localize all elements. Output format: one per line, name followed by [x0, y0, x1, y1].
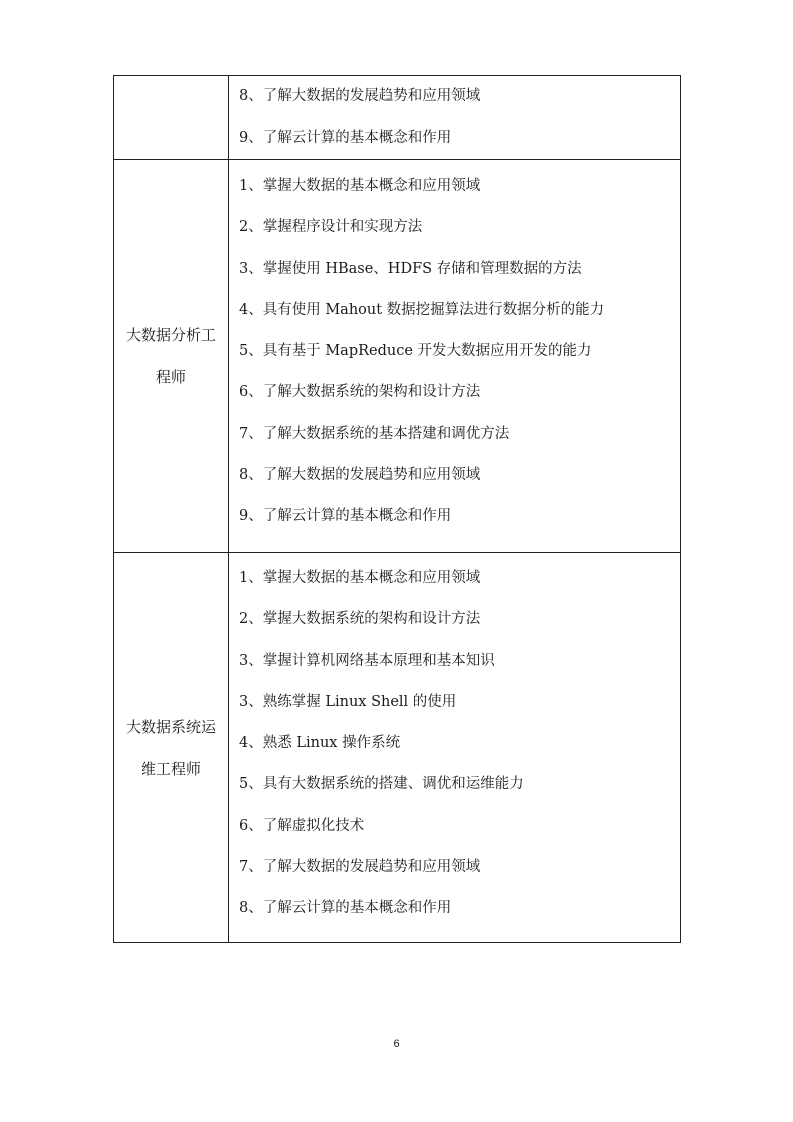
- requirement-item: 1、掌握大数据的基本概念和应用领域: [239, 570, 481, 586]
- requirement-item: 9、了解云计算的基本概念和作用: [239, 129, 452, 146]
- requirement-item: 6、了解大数据系统的架构和设计方法: [239, 384, 481, 401]
- requirement-item: 4、具有使用 Mahout 数据挖掘算法进行数据分析的能力: [239, 301, 605, 318]
- requirement-item: 5、具有基于 MapReduce 开发大数据应用开发的能力: [239, 343, 592, 360]
- role-cell: [114, 76, 229, 160]
- requirements-cell: [229, 553, 681, 943]
- requirements-table: [113, 75, 681, 943]
- role-label: 大数据分析工程师: [125, 326, 216, 386]
- requirements-cell: [229, 160, 681, 553]
- requirement-item: 3、熟练掌握 Linux Shell 的使用: [239, 693, 457, 710]
- role-cell: [114, 160, 229, 553]
- table-row: [114, 76, 681, 160]
- requirement-item: 3、掌握计算机网络基本原理和基本知识: [239, 652, 495, 669]
- requirement-item: 1、掌握大数据的基本概念和应用领域: [239, 178, 481, 194]
- requirement-item: 4、熟悉 Linux 操作系统: [239, 735, 401, 752]
- requirement-item: 3、掌握使用 HBase、HDFS 存储和管理数据的方法: [239, 260, 582, 277]
- table-row: [114, 160, 681, 553]
- requirement-item: 6、了解虚拟化技术: [239, 817, 365, 834]
- requirement-item: 7、了解大数据系统的基本搭建和调优方法: [239, 425, 510, 442]
- requirement-item: 8、了解大数据的发展趋势和应用领域: [239, 467, 481, 484]
- table-row: [114, 553, 681, 943]
- requirement-item: 2、掌握大数据系统的架构和设计方法: [239, 611, 481, 628]
- requirement-item: 7、了解大数据的发展趋势和应用领域: [239, 859, 481, 876]
- requirement-item: 8、了解大数据的发展趋势和应用领域: [239, 88, 481, 104]
- requirements-cell: [229, 76, 681, 160]
- requirement-item: 5、具有大数据系统的搭建、调优和运维能力: [239, 776, 524, 793]
- requirement-item: 8、了解云计算的基本概念和作用: [239, 900, 452, 917]
- role-cell: [114, 553, 229, 943]
- role-label: 大数据系统运维工程师: [125, 717, 216, 778]
- requirement-item: 9、了解云计算的基本概念和作用: [239, 508, 452, 525]
- requirements-table-body: [114, 76, 681, 943]
- page-number: 6: [393, 1038, 400, 1050]
- requirement-item: 2、掌握程序设计和实现方法: [239, 219, 423, 236]
